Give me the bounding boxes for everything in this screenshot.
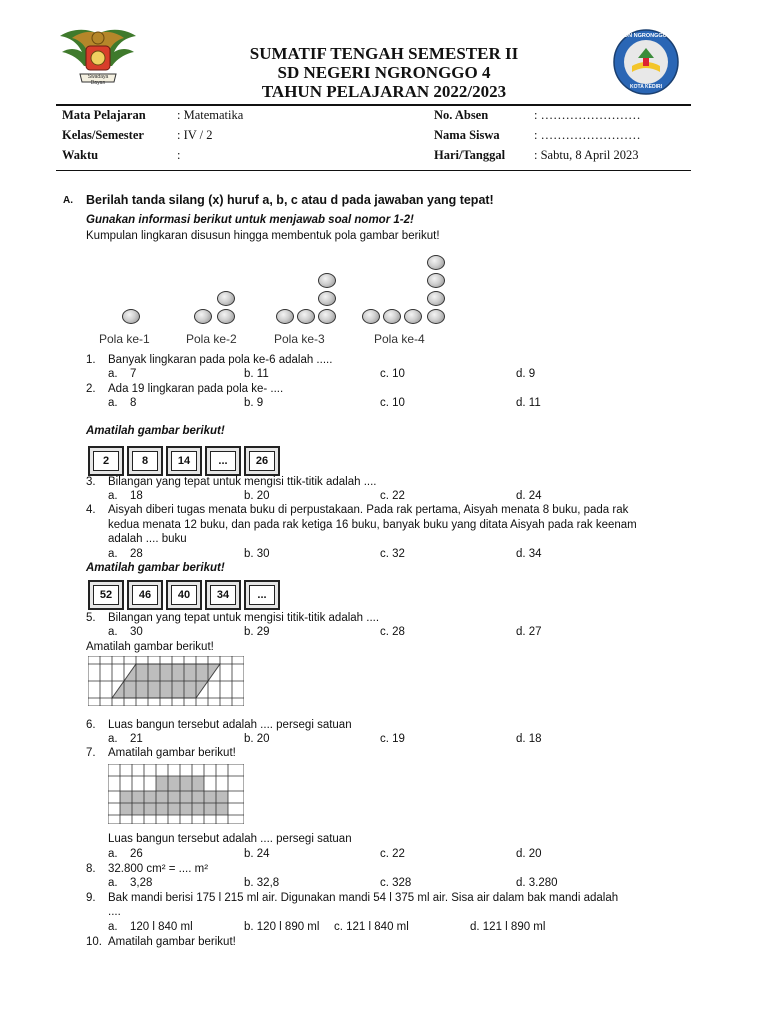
seq-box: 46: [127, 580, 163, 610]
pola-label: Pola ke-2: [186, 332, 237, 346]
q6-number: 6.: [86, 719, 96, 731]
q6-text: Luas bangun tersebut adalah .... persegi satuan: [108, 719, 352, 731]
pola-label: Pola ke-4: [374, 332, 425, 346]
q3-text: Bilangan yang tepat untuk mengisi ttik-titik adalah ....: [108, 476, 377, 488]
bead: [318, 309, 336, 324]
school-logo: [612, 28, 680, 96]
seq-box: ...: [244, 580, 280, 610]
header-title-2: SD NEGERI NGRONGGO 4: [277, 63, 491, 82]
q5-number: 5.: [86, 612, 96, 624]
seq-box: 26: [244, 446, 280, 476]
q8-option-d[interactable]: d. 3.280: [516, 877, 558, 889]
bead: [122, 309, 140, 324]
q7-number: 7.: [86, 747, 96, 759]
q3-number: 3.: [86, 476, 96, 488]
kelas-label: Kelas/Semester: [62, 128, 144, 142]
q4-option-d[interactable]: d. 34: [516, 548, 542, 560]
q2-text: Ada 19 lingkaran pada pola ke- ....: [108, 383, 284, 395]
q5-option-c[interactable]: c. 28: [380, 626, 405, 638]
q7-option-a-letter[interactable]: a.: [108, 848, 118, 860]
shape-grid-figure: [108, 764, 244, 827]
q4-option-c[interactable]: c. 32: [380, 548, 405, 560]
q8-option-a[interactable]: 3,28: [130, 877, 153, 889]
info-note: Gunakan informasi berikut untuk menjawab soal nomor 1-2!: [86, 214, 414, 226]
q7-option-c[interactable]: c. 22: [380, 848, 405, 860]
bead: [318, 273, 336, 288]
bead: [427, 273, 445, 288]
mapel-label: Mata Pelajaran: [62, 108, 146, 122]
seq-box: ...: [205, 446, 241, 476]
q2-option-a[interactable]: 8: [130, 397, 137, 409]
q5-option-a-letter[interactable]: a.: [108, 626, 118, 638]
bead: [217, 309, 235, 324]
q1-number: 1.: [86, 354, 96, 366]
q4-text: Aisyah diberi tugas menata buku di perpustakaan. Pada rak pertama, Aisyah menata 8 buku, pada rak: [108, 504, 629, 516]
q1-option-b[interactable]: b. 11: [244, 368, 269, 380]
q8-option-b[interactable]: b. 32,8: [244, 877, 280, 889]
q5-option-d[interactable]: d. 27: [516, 626, 542, 638]
q9-option-a[interactable]: 120 l 840 ml: [130, 921, 193, 933]
nama-value[interactable]: : ……………………: [534, 128, 641, 142]
bead: [217, 291, 235, 306]
bead: [362, 309, 380, 324]
q4-text-3: adalah .... buku: [108, 533, 187, 545]
kelas-value: : IV / 2: [177, 128, 213, 142]
pola-label: Pola ke-3: [274, 332, 325, 346]
sequence-1: [88, 446, 280, 476]
sequence-2: [88, 580, 280, 610]
seq-box: 34: [205, 580, 241, 610]
q4-number: 4.: [86, 504, 96, 516]
bead: [427, 291, 445, 306]
q4-option-b[interactable]: b. 30: [244, 548, 270, 560]
q3-option-b[interactable]: b. 20: [244, 490, 270, 502]
q9-option-d[interactable]: d. 121 l 890 ml: [470, 921, 546, 933]
q7-option-d[interactable]: d. 20: [516, 848, 542, 860]
absen-label: No. Absen: [434, 108, 489, 122]
hari-label: Hari/Tanggal: [434, 148, 506, 162]
q8-text: 32.800 cm² = .... m²: [108, 863, 209, 875]
q3-option-a[interactable]: 18: [130, 490, 143, 502]
q6-option-c[interactable]: c. 19: [380, 733, 405, 745]
q6-option-a-letter[interactable]: a.: [108, 733, 118, 745]
q10-number: 10.: [86, 936, 102, 948]
q1-option-c[interactable]: c. 10: [380, 368, 405, 380]
q8-option-c[interactable]: c. 328: [380, 877, 412, 889]
q4-option-a-letter[interactable]: a.: [108, 548, 118, 560]
parallelogram-grid-figure: [88, 656, 244, 709]
q2-option-c[interactable]: c. 10: [380, 397, 405, 409]
q1-option-d[interactable]: d. 9: [516, 368, 536, 380]
section-letter: A.: [63, 195, 73, 206]
q1-option-a[interactable]: 7: [130, 368, 137, 380]
amatilah-heading: Amatilah gambar berikut!: [86, 562, 225, 574]
seq-box: 14: [166, 446, 202, 476]
q4-text-2: kedua menata 12 buku, dan pada rak ketiga 16 buku, banyak buku yang ditata Aisyah pada rak keenam: [108, 519, 637, 531]
info-rule: [56, 170, 691, 171]
amatilah-heading: Amatilah gambar berikut!: [86, 425, 225, 437]
q2-option-d[interactable]: d. 11: [516, 397, 541, 409]
bead: [404, 309, 422, 324]
q6-option-d[interactable]: d. 18: [516, 733, 542, 745]
seq-box: 8: [127, 446, 163, 476]
seq-box: 2: [88, 446, 124, 476]
q5-option-a[interactable]: 30: [130, 626, 143, 638]
pattern-intro: Kumpulan lingkaran disusun hingga membentuk pola gambar berikut!: [86, 230, 440, 242]
school-logo-top-text: SDN NGRONGGO 4: [620, 33, 672, 39]
bead: [318, 291, 336, 306]
q9-option-c[interactable]: c. 121 l 840 ml: [334, 921, 409, 933]
bead: [427, 309, 445, 324]
q3-option-c[interactable]: c. 22: [380, 490, 405, 502]
waktu-value: :: [177, 148, 181, 162]
q6-option-b[interactable]: b. 20: [244, 733, 270, 745]
q2-option-b[interactable]: b. 9: [244, 397, 264, 409]
q7-text-2: Luas bangun tersebut adalah .... persegi satuan: [108, 833, 352, 845]
q10-text: Amatilah gambar berikut!: [108, 936, 236, 948]
amatilah-heading: Amatilah gambar berikut!: [86, 641, 214, 653]
q7-option-b[interactable]: b. 24: [244, 848, 270, 860]
q8-option-a-letter[interactable]: a.: [108, 877, 118, 889]
q6-option-a[interactable]: 21: [130, 733, 143, 745]
bead: [297, 309, 315, 324]
bead: [194, 309, 212, 324]
q4-option-a[interactable]: 28: [130, 548, 143, 560]
q5-option-b[interactable]: b. 29: [244, 626, 270, 638]
q7-option-a[interactable]: 26: [130, 848, 143, 860]
q9-number: 9.: [86, 892, 96, 904]
section-instruction: Berilah tanda silang (x) huruf a, b, c atau d pada jawaban yang tepat!: [86, 193, 494, 207]
q9-option-a-letter[interactable]: a.: [108, 921, 118, 933]
q9-text: Bak mandi berisi 175 l 215 ml air. Digunakan mandi 54 l 375 ml air. Sisa air dalam bak mandi adalah: [108, 892, 619, 904]
bead: [383, 309, 401, 324]
seq-box: 40: [166, 580, 202, 610]
header-rule: [56, 104, 691, 106]
q8-number: 8.: [86, 863, 96, 875]
q1-text: Banyak lingkaran pada pola ke-6 adalah .....: [108, 354, 333, 366]
q2-number: 2.: [86, 383, 96, 395]
absen-value[interactable]: : ……………………: [534, 108, 641, 122]
q3-option-a-letter[interactable]: a.: [108, 490, 118, 502]
nama-label: Nama Siswa: [434, 128, 500, 142]
header-title-1: SUMATIF TENGAH SEMESTER II: [249, 44, 519, 63]
emblem-motto: Swadaya Dayan: [87, 74, 109, 86]
q1-option-a-letter[interactable]: a.: [108, 368, 118, 380]
hari-value: : Sabtu, 8 April 2023: [534, 148, 639, 162]
seq-box: 52: [88, 580, 124, 610]
mapel-value: : Matematika: [177, 108, 244, 122]
bead: [276, 309, 294, 324]
q7-text: Amatilah gambar berikut!: [108, 747, 236, 759]
q9-text-2: ....: [108, 906, 121, 918]
pola-label: Pola ke-1: [99, 332, 150, 346]
waktu-label: Waktu: [62, 148, 99, 162]
header-title-3: TAHUN PELAJARAN 2022/2023: [261, 82, 507, 101]
q3-option-d[interactable]: d. 24: [516, 490, 542, 502]
q9-option-b[interactable]: b. 120 l 890 ml: [244, 921, 320, 933]
q5-text: Bilangan yang tepat untuk mengisi titik-titik adalah ....: [108, 612, 380, 624]
q2-option-a-letter[interactable]: a.: [108, 397, 118, 409]
school-logo-bottom-text: KOTA KEDIRI: [630, 84, 662, 90]
bead: [427, 255, 445, 270]
